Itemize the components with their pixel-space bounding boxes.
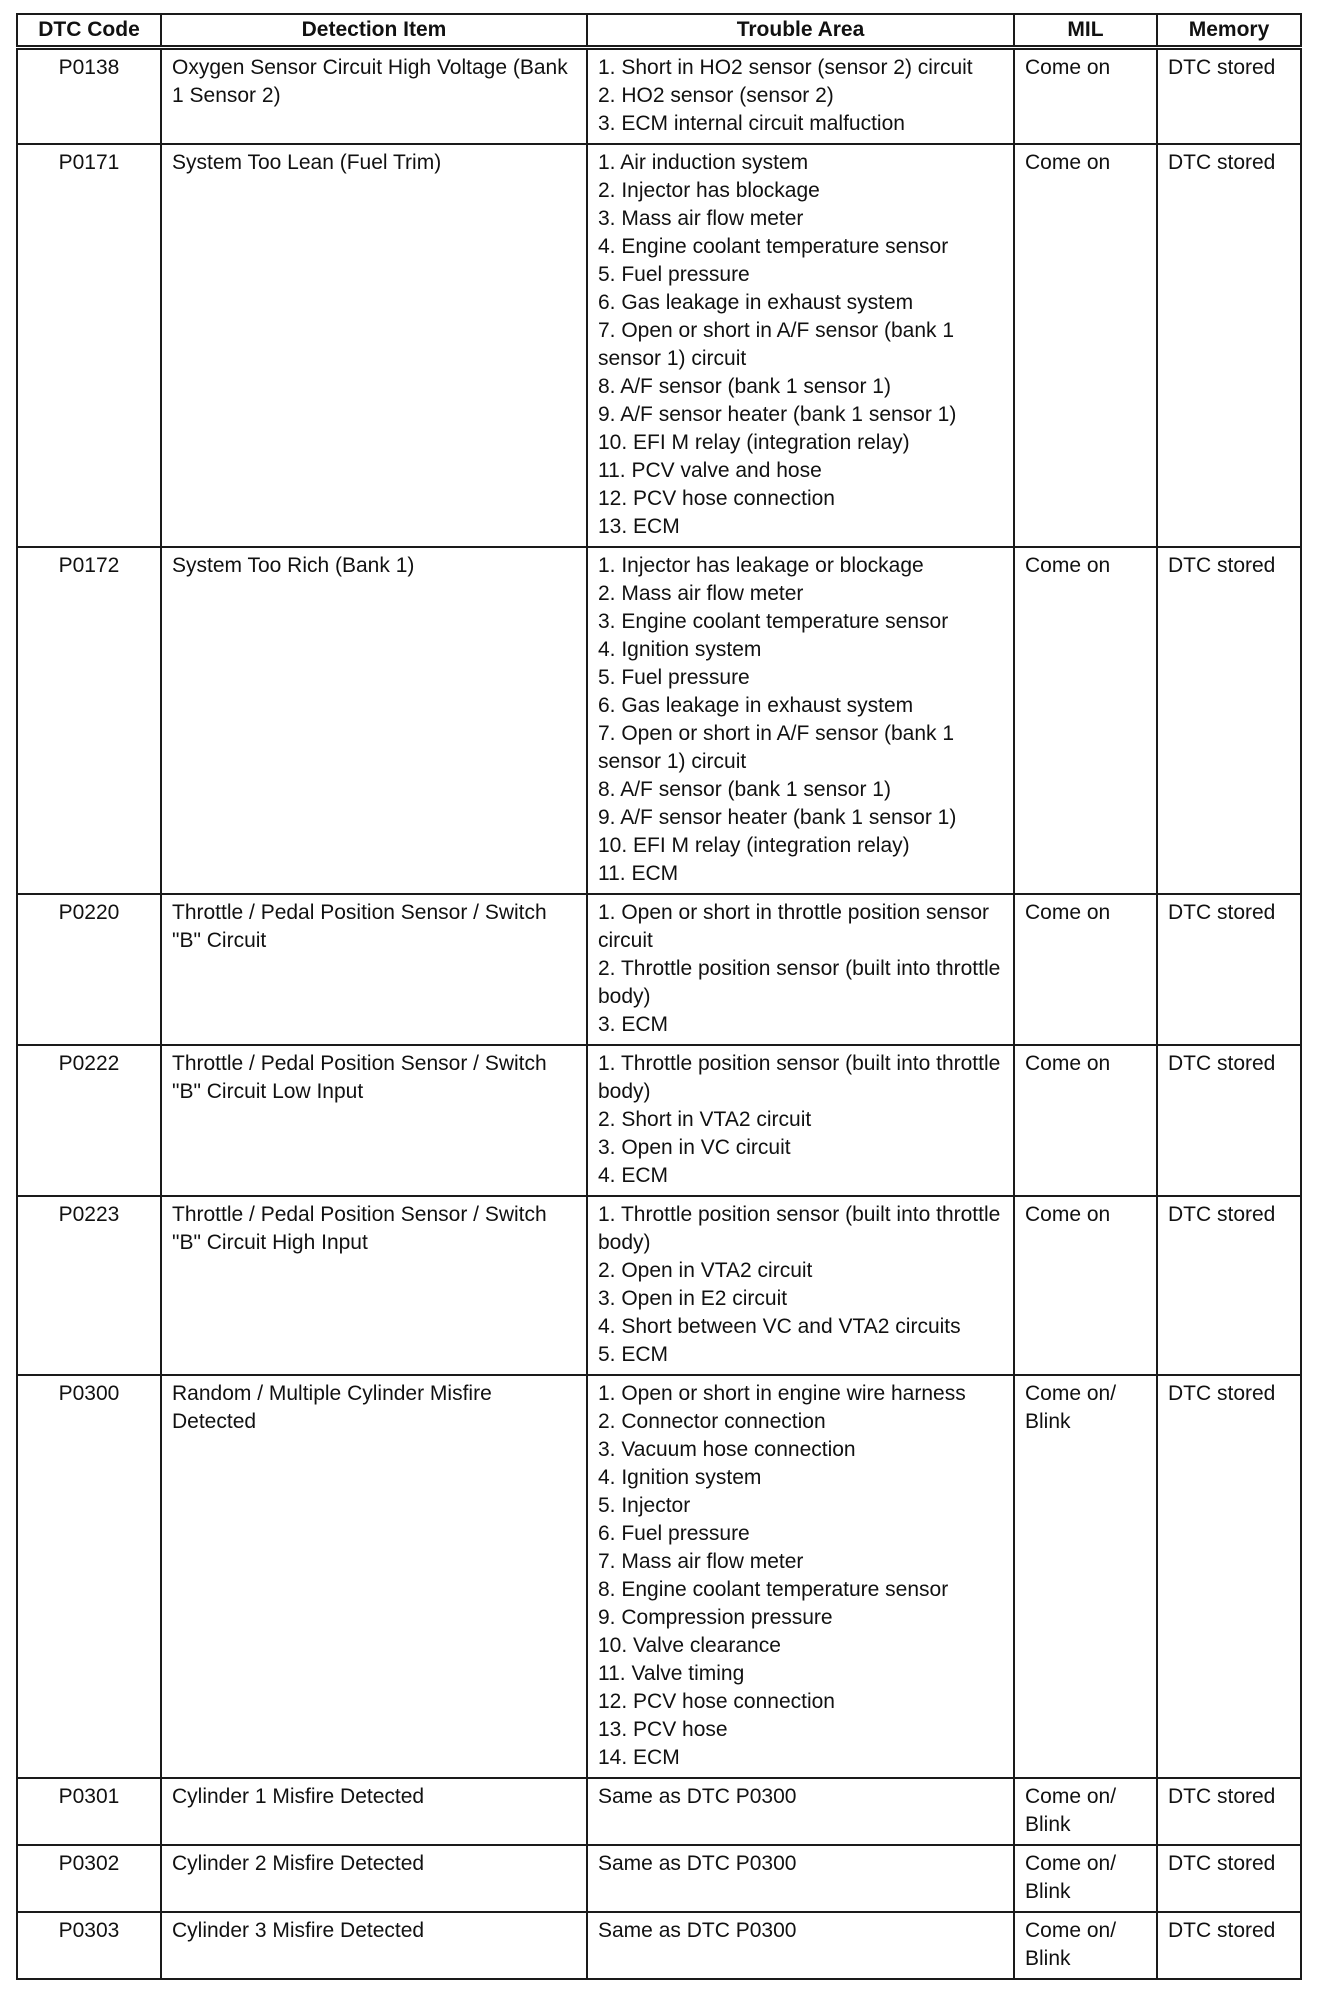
dtc-code-cell: P0172	[17, 547, 161, 894]
table-row	[17, 547, 1301, 894]
trouble-area-item: 11. PCV valve and hose	[598, 459, 822, 482]
trouble-area-cell	[587, 48, 1014, 145]
table-row	[17, 144, 1301, 547]
trouble-area-item: 9. A/F sensor heater (bank 1 sensor 1)	[598, 403, 957, 426]
trouble-area-item: 10. EFI M relay (integration relay)	[598, 834, 910, 857]
trouble-area-item: 2. Short in VTA2 circuit	[598, 1108, 812, 1131]
dtc-code-cell: P0223	[17, 1196, 161, 1375]
trouble-area-item: 1. Open or short in engine wire harness	[598, 1382, 966, 1405]
trouble-area-item: 13. ECM	[598, 515, 680, 538]
dtc-code-cell: P0138	[17, 48, 161, 145]
trouble-area-item: 11. ECM	[598, 862, 679, 885]
dtc-code-cell: P0220	[17, 894, 161, 1045]
trouble-area-cell	[587, 894, 1014, 1045]
trouble-area-cell	[587, 144, 1014, 547]
memory-cell: DTC stored	[1157, 1845, 1301, 1912]
trouble-area-item: 8. Engine coolant temperature sensor	[598, 1578, 949, 1601]
trouble-area-item: Same as DTC P0300	[598, 1785, 797, 1808]
detection-item-cell: Throttle / Pedal Position Sensor / Switch "B" Circuit High Input	[161, 1196, 587, 1375]
header-detection-item: Detection Item	[161, 14, 587, 48]
trouble-area-item: 7. Open or short in A/F sensor (bank 1 sensor 1) circuit	[598, 722, 955, 773]
memory-cell: DTC stored	[1157, 48, 1301, 145]
trouble-area-item: 2. Injector has blockage	[598, 179, 820, 202]
detection-item-cell: System Too Lean (Fuel Trim)	[161, 144, 587, 547]
trouble-area-item: 4. Ignition system	[598, 638, 762, 661]
trouble-area-item: 14. ECM	[598, 1746, 680, 1769]
memory-cell: DTC stored	[1157, 144, 1301, 547]
trouble-area-item: 12. PCV hose connection	[598, 1690, 835, 1713]
mil-cell: Come on	[1014, 1045, 1157, 1196]
table-row	[17, 894, 1301, 1045]
memory-cell: DTC stored	[1157, 1045, 1301, 1196]
trouble-area-item: 8. A/F sensor (bank 1 sensor 1)	[598, 778, 891, 801]
trouble-area-item: 3. Mass air flow meter	[598, 207, 804, 230]
memory-cell: DTC stored	[1157, 1778, 1301, 1845]
trouble-area-item: 12. PCV hose connection	[598, 487, 835, 510]
table-header	[17, 14, 1301, 48]
trouble-area-item: 10. Valve clearance	[598, 1634, 781, 1657]
dtc-code-cell: P0222	[17, 1045, 161, 1196]
mil-cell: Come on/ Blink	[1014, 1375, 1157, 1778]
trouble-area-item: 1. Throttle position sensor (built into throttle body)	[598, 1052, 1001, 1103]
table-row	[17, 1196, 1301, 1375]
trouble-area-item: 2. HO2 sensor (sensor 2)	[598, 84, 834, 107]
table-row	[17, 48, 1301, 145]
mil-cell: Come on/ Blink	[1014, 1912, 1157, 1979]
detection-item-cell: Random / Multiple Cylinder Misfire Detected	[161, 1375, 587, 1778]
trouble-area-cell	[587, 1045, 1014, 1196]
header-mil: MIL	[1014, 14, 1157, 48]
dtc-table-container	[16, 13, 1300, 1980]
memory-cell: DTC stored	[1157, 1912, 1301, 1979]
table-body	[17, 48, 1301, 1980]
mil-cell: Come on/ Blink	[1014, 1845, 1157, 1912]
trouble-area-item: 8. A/F sensor (bank 1 sensor 1)	[598, 375, 891, 398]
trouble-area-item: 3. Engine coolant temperature sensor	[598, 610, 949, 633]
memory-cell: DTC stored	[1157, 894, 1301, 1045]
dtc-code-cell: P0301	[17, 1778, 161, 1845]
trouble-area-item: 3. ECM internal circuit malfuction	[598, 112, 905, 135]
trouble-area-item: 1. Injector has leakage or blockage	[598, 554, 924, 577]
dtc-code-cell: P0302	[17, 1845, 161, 1912]
trouble-area-item: 5. Fuel pressure	[598, 263, 750, 286]
trouble-area-item: 4. Short between VC and VTA2 circuits	[598, 1315, 961, 1338]
trouble-area-item: 9. Compression pressure	[598, 1606, 833, 1629]
trouble-area-item: 3. Vacuum hose connection	[598, 1438, 856, 1461]
mil-cell: Come on	[1014, 144, 1157, 547]
detection-item-cell: Cylinder 1 Misfire Detected	[161, 1778, 587, 1845]
trouble-area-item: Same as DTC P0300	[598, 1852, 797, 1875]
mil-cell: Come on	[1014, 48, 1157, 145]
header-row	[17, 14, 1301, 48]
trouble-area-item: 5. Injector	[598, 1494, 691, 1517]
table-row	[17, 1375, 1301, 1778]
trouble-area-item: 9. A/F sensor heater (bank 1 sensor 1)	[598, 806, 957, 829]
trouble-area-item: 6. Fuel pressure	[598, 1522, 750, 1545]
detection-item-cell: System Too Rich (Bank 1)	[161, 547, 587, 894]
trouble-area-item: 10. EFI M relay (integration relay)	[598, 431, 910, 454]
trouble-area-item: 5. ECM	[598, 1343, 669, 1366]
table-row	[17, 1045, 1301, 1196]
trouble-area-item: 4. Ignition system	[598, 1466, 762, 1489]
trouble-area-item: 1. Open or short in throttle position sensor circuit	[598, 901, 990, 952]
trouble-area-item: 2. Throttle position sensor (built into throttle body)	[598, 957, 1001, 1008]
header-memory: Memory	[1157, 14, 1301, 48]
detection-item-cell: Cylinder 2 Misfire Detected	[161, 1845, 587, 1912]
dtc-code-cell: P0171	[17, 144, 161, 547]
trouble-area-item: 2. Open in VTA2 circuit	[598, 1259, 813, 1282]
trouble-area-item: 5. Fuel pressure	[598, 666, 750, 689]
trouble-area-item: 4. Engine coolant temperature sensor	[598, 235, 949, 258]
trouble-area-item: 1. Short in HO2 sensor (sensor 2) circuit	[598, 56, 973, 79]
mil-cell: Come on/ Blink	[1014, 1778, 1157, 1845]
trouble-area-cell	[587, 1778, 1014, 1845]
header-trouble-area: Trouble Area	[587, 14, 1014, 48]
trouble-area-cell	[587, 1845, 1014, 1912]
trouble-area-item: Same as DTC P0300	[598, 1919, 797, 1942]
trouble-area-item: 6. Gas leakage in exhaust system	[598, 291, 914, 314]
trouble-area-item: 3. ECM	[598, 1013, 669, 1036]
trouble-area-cell	[587, 1912, 1014, 1979]
trouble-area-item: 7. Open or short in A/F sensor (bank 1 sensor 1) circuit	[598, 319, 955, 370]
trouble-area-item: 1. Throttle position sensor (built into throttle body)	[598, 1203, 1001, 1254]
trouble-area-item: 2. Connector connection	[598, 1410, 826, 1433]
trouble-area-cell	[587, 1375, 1014, 1778]
trouble-area-item: 7. Mass air flow meter	[598, 1550, 804, 1573]
trouble-area-item: 3. Open in VC circuit	[598, 1136, 791, 1159]
mil-cell: Come on	[1014, 1196, 1157, 1375]
detection-item-cell: Cylinder 3 Misfire Detected	[161, 1912, 587, 1979]
trouble-area-item: 6. Gas leakage in exhaust system	[598, 694, 914, 717]
table-row	[17, 1912, 1301, 1979]
trouble-area-item: 4. ECM	[598, 1164, 669, 1187]
table-row	[17, 1778, 1301, 1845]
detection-item-cell: Throttle / Pedal Position Sensor / Switch "B" Circuit Low Input	[161, 1045, 587, 1196]
trouble-area-item: 2. Mass air flow meter	[598, 582, 804, 605]
memory-cell: DTC stored	[1157, 1375, 1301, 1778]
trouble-area-item: 3. Open in E2 circuit	[598, 1287, 788, 1310]
header-dtc-code: DTC Code	[17, 14, 161, 48]
memory-cell: DTC stored	[1157, 1196, 1301, 1375]
detection-item-cell: Oxygen Sensor Circuit High Voltage (Bank 1 Sensor 2)	[161, 48, 587, 145]
dtc-code-cell: P0300	[17, 1375, 161, 1778]
dtc-code-cell: P0303	[17, 1912, 161, 1979]
memory-cell: DTC stored	[1157, 547, 1301, 894]
detection-item-cell: Throttle / Pedal Position Sensor / Switch "B" Circuit	[161, 894, 587, 1045]
mil-cell: Come on	[1014, 547, 1157, 894]
trouble-area-item: 13. PCV hose	[598, 1718, 728, 1741]
trouble-area-cell	[587, 1196, 1014, 1375]
mil-cell: Come on	[1014, 894, 1157, 1045]
trouble-area-cell	[587, 547, 1014, 894]
dtc-table	[16, 13, 1302, 1980]
table-row	[17, 1845, 1301, 1912]
trouble-area-item: 1. Air induction system	[598, 151, 809, 174]
trouble-area-item: 11. Valve timing	[598, 1662, 745, 1685]
